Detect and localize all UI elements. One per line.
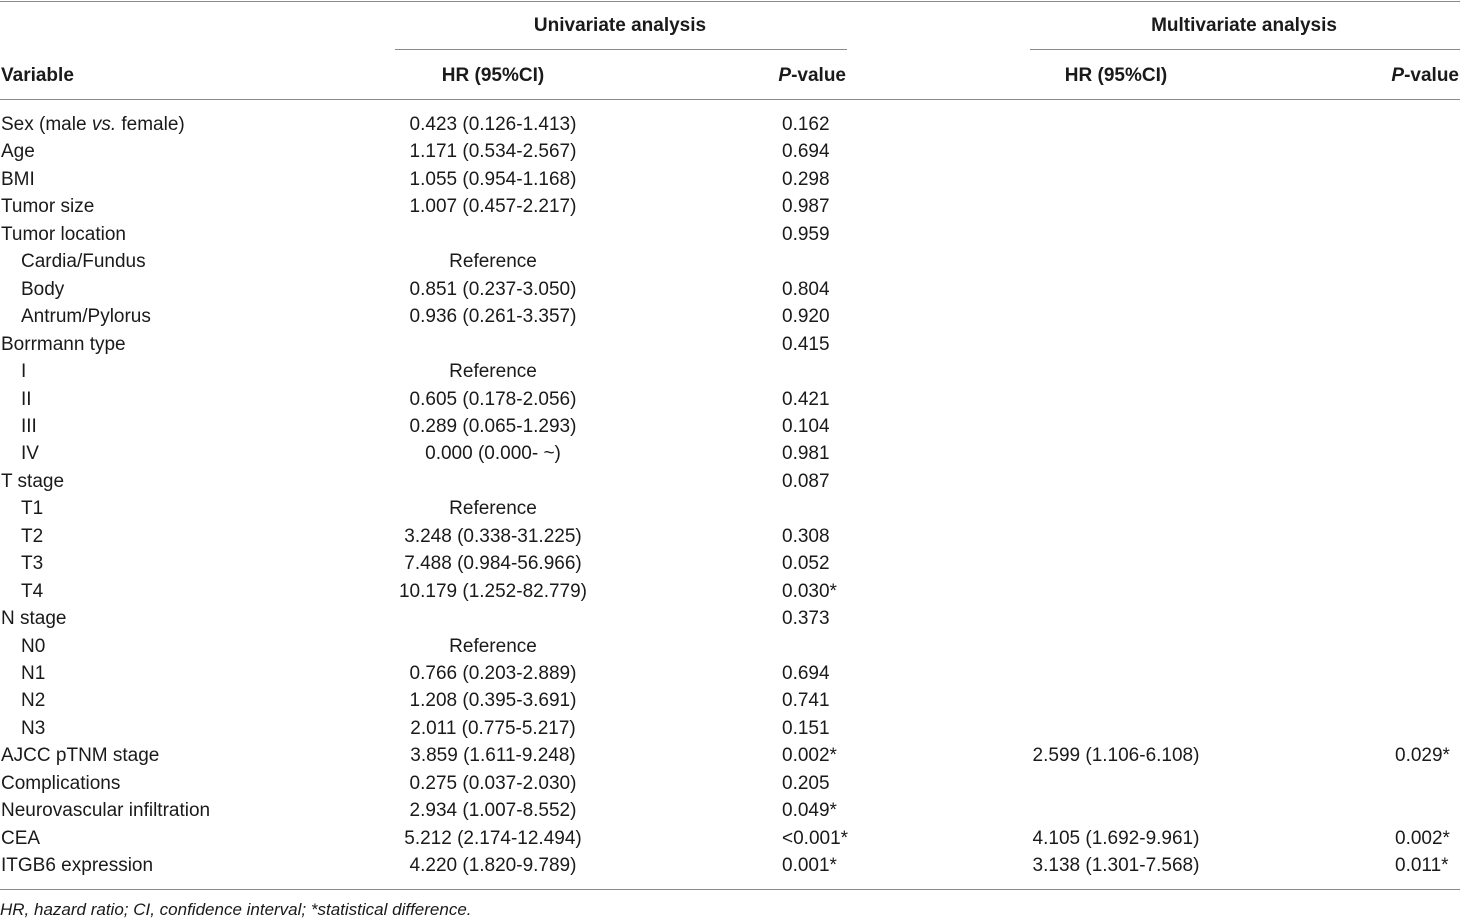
- table-row: [0, 717, 1460, 744]
- univariate-hr-cell: Reference: [449, 251, 537, 273]
- univariate-hr-cell: 0.936 (0.261-3.357): [409, 306, 577, 328]
- multivariate-p-header: [1391, 64, 1459, 88]
- univariate-p-cell: 0.421: [782, 388, 830, 410]
- table-row: [0, 360, 1460, 387]
- table-row: [0, 799, 1460, 826]
- table-row: [0, 140, 1460, 167]
- univariate-hr-header: HR (95%CI): [441, 65, 545, 86]
- variable-cell: [1, 113, 185, 137]
- table-row: [0, 333, 1460, 360]
- table-row: [0, 772, 1460, 799]
- table-row: [0, 113, 1460, 140]
- multivariate-rule: [1030, 49, 1460, 50]
- variable-cell: II: [21, 388, 32, 410]
- table-row: [0, 250, 1460, 277]
- table-row: [0, 223, 1460, 250]
- variable-cell: N stage: [1, 608, 67, 630]
- table-row: [0, 497, 1460, 524]
- table-row: [0, 552, 1460, 579]
- variable-cell: BMI: [1, 168, 35, 190]
- variable-cell: Age: [1, 141, 35, 163]
- univariate-p-cell: 0.030*: [782, 580, 837, 602]
- variable-text: Sex (male: [1, 114, 92, 135]
- univariate-hr-cell: 2.934 (1.007-8.552): [409, 800, 577, 822]
- table-row: [0, 525, 1460, 552]
- univariate-p-cell: 0.987: [782, 196, 830, 218]
- multivariate-p-cell: 0.002*: [1395, 827, 1450, 849]
- variable-cell: N2: [21, 690, 46, 712]
- p-italic: P: [1391, 65, 1405, 86]
- variable-header: Variable: [1, 65, 74, 86]
- table-row: [0, 854, 1460, 881]
- multivariate-hr-cell: 4.105 (1.692-9.961): [1032, 827, 1200, 849]
- variable-cell: Complications: [1, 772, 121, 794]
- univariate-hr-cell: Reference: [449, 361, 537, 383]
- univariate-p-cell: <0.001*: [782, 827, 849, 849]
- variable-cell: Cardia/Fundus: [21, 251, 146, 273]
- table-row: [0, 827, 1460, 854]
- variable-text-after: female): [116, 114, 185, 135]
- header-bottom-rule: [0, 99, 1460, 100]
- univariate-hr-cell: 0.423 (0.126-1.413): [409, 114, 577, 135]
- table-row: [0, 635, 1460, 662]
- univariate-hr-cell: 1.171 (0.534-2.567): [409, 141, 577, 163]
- univariate-hr-cell: 2.011 (0.775-5.217): [410, 717, 576, 739]
- univariate-p-cell: 0.694: [782, 141, 830, 163]
- univariate-hr-cell: 7.488 (0.984-56.966): [404, 553, 582, 575]
- univariate-p-cell: 0.959: [782, 223, 830, 245]
- table-row: [0, 305, 1460, 332]
- variable-cell: Neurovascular infiltration: [1, 800, 211, 822]
- table-bottom-rule: [0, 889, 1460, 890]
- univariate-p-cell: 0.002*: [782, 745, 837, 767]
- table-row: [0, 607, 1460, 634]
- p-suffix: -value: [1404, 65, 1459, 86]
- univariate-p-cell: 0.694: [782, 663, 830, 684]
- univariate-p-cell: 0.804: [782, 278, 830, 300]
- table-row: [0, 278, 1460, 305]
- variable-cell: III: [21, 415, 37, 437]
- table-row: [0, 442, 1460, 469]
- table-row: [0, 689, 1460, 716]
- multivariate-p-cell: 0.011*: [1395, 855, 1449, 877]
- table-row: [0, 744, 1460, 771]
- p-italic: P: [778, 65, 792, 86]
- univariate-p-cell: 0.415: [782, 333, 830, 355]
- univariate-p-cell: 0.741: [782, 690, 830, 712]
- univariate-p-header: [778, 64, 846, 88]
- univariate-p-cell: 0.205: [782, 772, 830, 794]
- univariate-hr-cell: 3.248 (0.338-31.225): [404, 525, 582, 547]
- table-row: [0, 470, 1460, 497]
- multivariate-p-cell: 0.029*: [1395, 745, 1450, 767]
- variable-cell: N1: [21, 663, 46, 684]
- variable-cell: N0: [21, 635, 46, 657]
- univariate-rule: [395, 49, 847, 50]
- univariate-p-cell: 0.001*: [782, 855, 837, 877]
- univariate-heading: Univariate analysis: [533, 15, 707, 36]
- variable-cell: Body: [21, 278, 65, 300]
- univariate-p-cell: 0.052: [782, 553, 830, 575]
- table-row: [0, 388, 1460, 415]
- variable-cell: T stage: [1, 470, 65, 492]
- variable-cell: AJCC pTNM stage: [1, 745, 160, 767]
- variable-italic: vs.: [91, 114, 117, 135]
- univariate-hr-cell: 1.055 (0.954-1.168): [409, 168, 577, 190]
- univariate-hr-cell: 10.179 (1.252-82.779): [398, 580, 588, 602]
- univariate-p-cell: 0.308: [782, 525, 830, 547]
- univariate-p-cell: 0.049*: [782, 800, 837, 822]
- variable-cell: Tumor location: [1, 223, 126, 245]
- univariate-hr-cell: 0.289 (0.065-1.293): [409, 415, 577, 437]
- univariate-hr-cell: 0.766 (0.203-2.889): [409, 663, 577, 684]
- multivariate-hr-header: HR (95%CI): [1064, 65, 1168, 86]
- variable-cell: I: [21, 361, 27, 383]
- table-row: [0, 415, 1460, 442]
- variable-cell: T4: [21, 580, 44, 602]
- univariate-p-cell: 0.151: [782, 717, 830, 739]
- multivariate-hr-cell: 2.599 (1.106-6.108): [1032, 745, 1200, 767]
- p-suffix: -value: [791, 65, 846, 86]
- table-row: [0, 580, 1460, 607]
- variable-cell: ITGB6 expression: [1, 855, 154, 877]
- variable-cell: CEA: [1, 827, 41, 849]
- univariate-p-cell: 0.981: [782, 443, 830, 465]
- table-top-rule: [0, 1, 1460, 2]
- univariate-p-cell: 0.104: [782, 415, 830, 437]
- variable-cell: T2: [21, 525, 44, 547]
- univariate-hr-cell: 0.000 (0.000- ~): [425, 443, 561, 465]
- table-row: [0, 195, 1460, 222]
- univariate-hr-cell: 0.851 (0.237-3.050): [409, 278, 577, 300]
- variable-cell: Borrmann type: [1, 333, 126, 355]
- table-row: [0, 662, 1460, 689]
- univariate-p-cell: 0.920: [782, 306, 830, 328]
- univariate-hr-cell: 4.220 (1.820-9.789): [409, 855, 577, 877]
- univariate-hr-cell: 1.007 (0.457-2.217): [409, 196, 577, 218]
- univariate-hr-cell: 0.605 (0.178-2.056): [409, 388, 577, 410]
- univariate-hr-cell: Reference: [449, 635, 537, 657]
- univariate-hr-cell: 3.859 (1.611-9.248): [410, 745, 576, 767]
- univariate-p-cell: 0.298: [782, 168, 830, 190]
- univariate-hr-cell: Reference: [449, 498, 537, 520]
- univariate-hr-cell: 0.275 (0.037-2.030): [409, 772, 577, 794]
- variable-cell: IV: [21, 443, 39, 465]
- variable-cell: T3: [21, 553, 44, 575]
- variable-cell: N3: [21, 717, 46, 739]
- multivariate-heading: Multivariate analysis: [1151, 15, 1337, 36]
- table-row: [0, 168, 1460, 195]
- multivariate-hr-cell: 3.138 (1.301-7.568): [1032, 855, 1200, 877]
- univariate-hr-cell: 1.208 (0.395-3.691): [409, 690, 577, 712]
- variable-cell: Antrum/Pylorus: [21, 306, 151, 328]
- variable-cell: T1: [21, 498, 44, 520]
- univariate-p-cell: 0.162: [782, 114, 830, 135]
- variable-cell: Tumor size: [1, 196, 95, 218]
- footnote: HR, hazard ratio; CI, confidence interval; *statistical difference.: [0, 900, 472, 919]
- univariate-p-cell: 0.373: [782, 608, 830, 630]
- univariate-p-cell: 0.087: [782, 470, 830, 492]
- univariate-hr-cell: 5.212 (2.174-12.494): [404, 827, 582, 849]
